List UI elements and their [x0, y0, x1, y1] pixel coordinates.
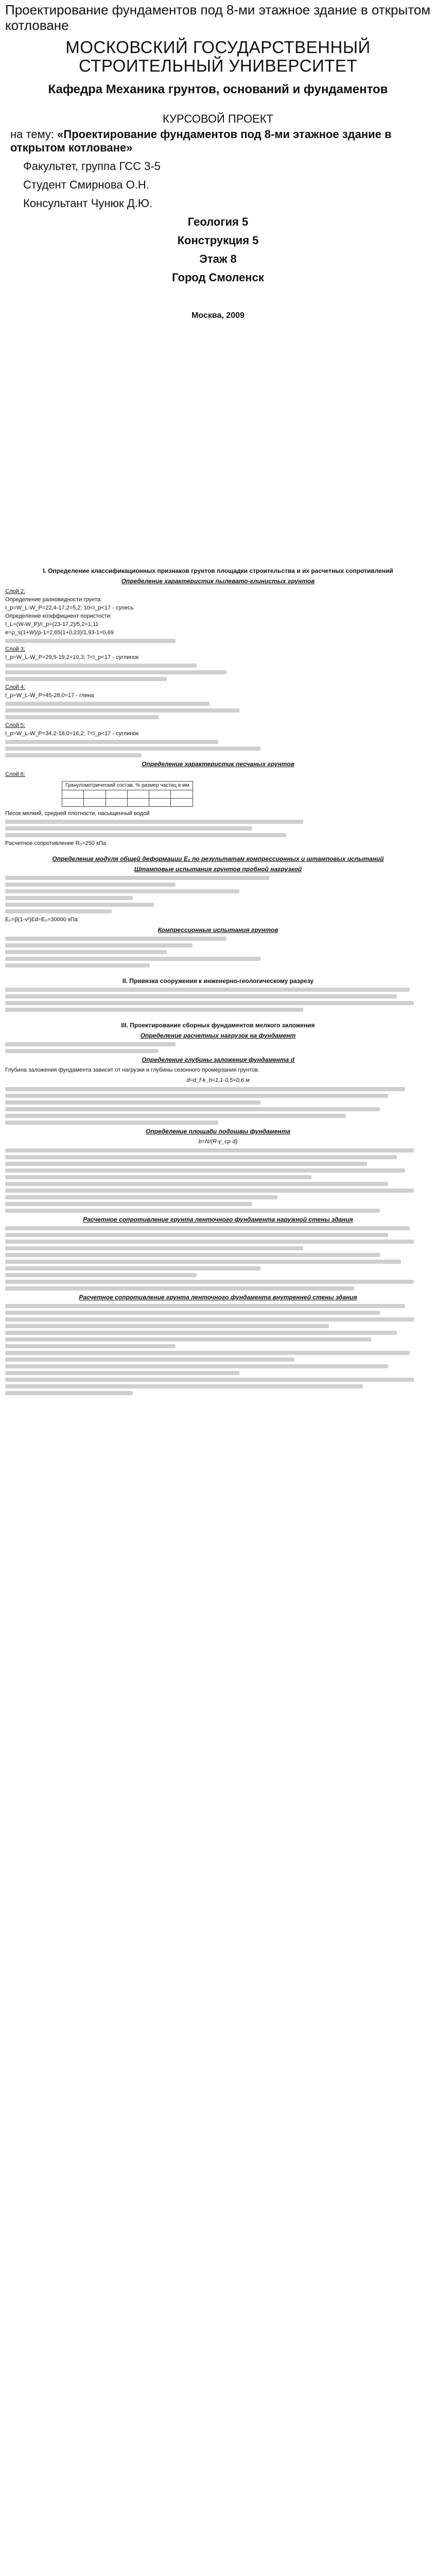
compress-subtitle: Компрессионные испытания грунтов — [158, 926, 278, 934]
text-placeholder — [5, 937, 226, 941]
body-text: Песок мелкий, средней плотности, насыщенный водой — [5, 810, 150, 817]
text-placeholder — [5, 1114, 346, 1118]
text-placeholder — [5, 1175, 311, 1179]
body-text: I_p=W_L-W_P=34,2-18,0=16,2; 7<I_p<17 - суглинок — [5, 731, 139, 737]
text-placeholder — [5, 876, 269, 880]
topic-text: «Проектирование фундаментов под 8-ми этажное здание в открытом котловане» — [10, 128, 392, 154]
text-placeholder — [5, 1226, 410, 1230]
text-placeholder — [5, 833, 286, 837]
text-placeholder — [5, 1107, 380, 1111]
text-placeholder — [5, 1121, 218, 1125]
size-subtitle: Определение площади подошвы фундамента — [146, 1128, 290, 1135]
floor-line: Этаж 8 — [199, 252, 237, 265]
layer-3-label: Слой 3: — [5, 646, 25, 652]
layer-6-label: Слой 6: — [5, 771, 25, 777]
text-placeholder — [5, 1286, 354, 1291]
text-placeholder — [5, 1148, 414, 1153]
text-placeholder — [5, 1008, 303, 1012]
table-cell — [62, 790, 84, 799]
body-text: Определение коэффициент пористости: — [5, 613, 112, 619]
section-1-title: I. Определение классификационных признаков грунтов площадки строительства и их расчетных сопротивлений — [43, 567, 393, 574]
section-3-subtitle: Определение расчетных нагрузок на фундамент — [140, 1032, 296, 1039]
text-placeholder — [5, 1189, 414, 1193]
sand-subtitle: Определение характеристик песчаных грунтов — [142, 760, 294, 768]
text-placeholder — [5, 1202, 252, 1206]
text-placeholder — [5, 1094, 388, 1098]
text-placeholder — [5, 1378, 414, 1382]
text-placeholder — [5, 639, 176, 643]
layer-5-label: Слой 5: — [5, 722, 25, 728]
check-subtitle-2: Расчетное сопротивление грунта ленточного фундамента внутренней стены здания — [79, 1294, 357, 1301]
text-placeholder — [5, 994, 397, 998]
text-placeholder — [5, 1240, 414, 1244]
body-text: I_p=W_L-W_P=22,4-17,2=5,2; 10<I_p<17 - супесь — [5, 605, 134, 611]
text-placeholder — [5, 957, 260, 961]
body-text: Определение разновидности грунта: — [5, 597, 102, 603]
body-text: e=ρ_s(1+W)/ρ-1=2,65(1+0,23)/1,93-1=0,69 — [5, 630, 114, 636]
text-placeholder — [5, 677, 167, 681]
text-placeholder — [5, 896, 133, 900]
text-placeholder — [5, 1273, 197, 1277]
depth-subtitle: Определение глубины заложения фундамента d — [142, 1056, 294, 1063]
text-placeholder — [5, 963, 150, 968]
city-line: Город Смоленск — [172, 271, 264, 284]
text-placeholder — [5, 1304, 405, 1308]
institution-name: МОСКОВСКИЙ ГОСУДАРСТВЕННЫЙ СТРОИТЕЛЬНЫЙ УНИВЕРСИТЕТ — [65, 38, 371, 75]
consultant-line: Консультант Чунюк Д.Ю. — [23, 197, 153, 210]
formula-depth: d=d_f·k_h=1,1·0,5=0,6 м — [186, 1077, 250, 1083]
text-placeholder — [5, 1351, 410, 1355]
body-text: I_L=(W-W_P)/I_p=(23-17,2)/5,2=1,11 — [5, 621, 99, 628]
text-placeholder — [5, 670, 226, 674]
text-placeholder — [5, 1358, 294, 1362]
department-name: Кафедра Механика грунтов, оснований и фундаментов — [48, 82, 388, 96]
table-cell — [149, 799, 171, 807]
body-text: I_p=W_L-W_P=29,5-19,2=10,3; 7<I_p<17 - суглинок — [5, 654, 139, 660]
section-2-title: II. Привязка сооружения к инженерно-геологическому разрезу — [122, 977, 314, 985]
text-placeholder — [5, 1100, 260, 1105]
formula-width: b=N/(R-γ_ср·d) — [198, 1139, 238, 1145]
text-placeholder — [5, 1155, 397, 1159]
table-cell — [127, 790, 149, 799]
text-placeholder — [5, 1331, 397, 1335]
check-subtitle: Расчетное сопротивление грунта ленточного фундамента наружной стены здания — [83, 1216, 353, 1223]
text-placeholder — [5, 1344, 176, 1348]
text-placeholder — [5, 950, 167, 954]
text-placeholder — [5, 1162, 367, 1166]
text-placeholder — [5, 909, 112, 913]
body-text: I_p=W_L-W_P=45-28,0=17 - глина — [5, 692, 94, 699]
body-text: E₀=β(1-ν²)Ɛd=E₀=30000 кПа — [5, 917, 78, 923]
text-placeholder — [5, 1280, 414, 1284]
section-3-title: III. Проектирование сборных фундаментов мелкого заложения — [121, 1022, 315, 1029]
text-placeholder — [5, 1042, 176, 1046]
table-cell — [127, 799, 149, 807]
table-cell — [106, 799, 127, 807]
document-title: Проектирование фундаментов под 8-ми этажное здание в открытом котловане — [5, 2, 431, 33]
text-placeholder — [5, 1384, 363, 1388]
text-placeholder — [5, 664, 197, 668]
title-page — [0, 38, 436, 320]
layer-2-label: Слой 2: — [5, 588, 25, 595]
text-placeholder — [5, 1049, 159, 1053]
text-placeholder — [5, 1168, 405, 1173]
document-header — [0, 0, 436, 40]
layer-4-label: Слой 4: — [5, 684, 25, 690]
text-placeholder — [5, 1233, 388, 1237]
text-placeholder — [5, 943, 193, 947]
text-placeholder — [5, 1253, 380, 1257]
table-cell — [84, 790, 106, 799]
table-cell — [84, 799, 106, 807]
section-1-subtitle: Определение характеристик пылевато-глинистых грунтов — [121, 578, 315, 585]
text-placeholder — [5, 1195, 277, 1199]
text-placeholder — [5, 1087, 405, 1091]
text-placeholder — [5, 753, 142, 757]
modulus-title: Определение модуля общей деформации E₀ по результатам компрессионных и штамповых испытаний — [52, 855, 384, 862]
body-text: Расчетное сопротивление R₀=250 кПа — [5, 840, 106, 846]
text-placeholder — [5, 889, 239, 893]
text-placeholder — [5, 820, 303, 824]
table-cell — [106, 790, 127, 799]
table-cell — [149, 790, 171, 799]
text-placeholder — [5, 826, 252, 831]
text-placeholder — [5, 1371, 239, 1375]
text-placeholder — [5, 1317, 414, 1321]
project-topic — [0, 128, 436, 155]
text-placeholder — [5, 1260, 401, 1264]
stamp-subtitle: Штамповые испытания грунтов пробной нагрузкой — [134, 866, 302, 873]
text-placeholder — [5, 1391, 133, 1395]
text-placeholder — [5, 1266, 260, 1270]
project-label: КУРСОВОЙ ПРОЕКТ — [162, 112, 273, 125]
student-line: Студент Смирнова О.Н. — [23, 178, 149, 191]
text-placeholder — [5, 1364, 388, 1368]
table-cell — [62, 799, 84, 807]
text-placeholder — [5, 1001, 414, 1005]
grain-size-table — [62, 781, 193, 807]
text-placeholder — [5, 1209, 380, 1213]
text-placeholder — [5, 1182, 388, 1186]
text-placeholder — [5, 702, 210, 706]
topic-prefix: на тему: — [10, 128, 58, 141]
construction-line: Конструкция 5 — [177, 234, 259, 247]
text-placeholder — [5, 1337, 371, 1342]
table-cell — [171, 799, 193, 807]
city-year: Москва, 2009 — [191, 311, 245, 320]
text-placeholder — [5, 1311, 380, 1315]
table-caption: Гранулометрический состав, % размер частиц в мм — [62, 782, 193, 790]
text-placeholder — [5, 988, 410, 992]
text-placeholder — [5, 883, 176, 887]
text-placeholder — [5, 1246, 303, 1250]
table-cell — [171, 790, 193, 799]
geology-line: Геология 5 — [187, 215, 249, 228]
text-placeholder — [5, 1324, 329, 1328]
body-text: Глубина заложения фундамента зависит от нагрузки и глубины сезонного промерзания грунтов. — [5, 1067, 259, 1073]
faculty-line: Факультет, группа ГСС 3-5 — [23, 160, 161, 173]
text-placeholder — [5, 747, 260, 751]
text-placeholder — [5, 740, 218, 744]
text-placeholder — [5, 708, 239, 713]
document-body — [5, 564, 431, 1398]
text-placeholder — [5, 903, 154, 907]
text-placeholder — [5, 715, 159, 719]
